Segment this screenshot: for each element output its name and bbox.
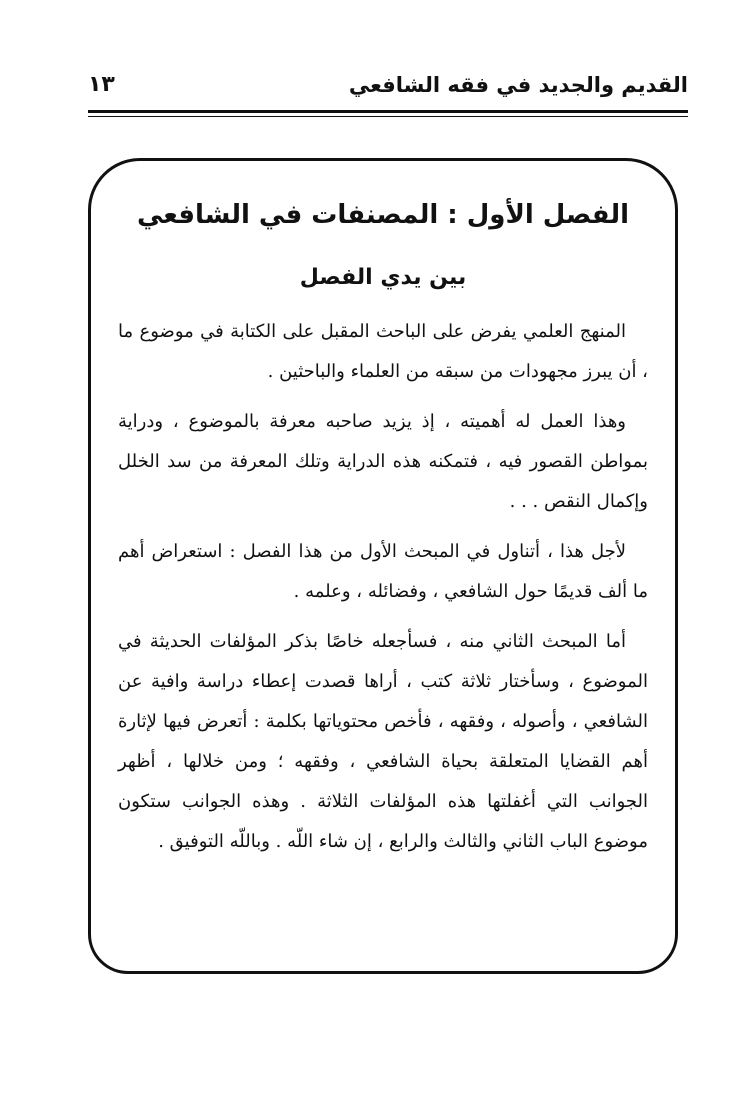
- paragraph-4: أما المبحث الثاني منه ، فسأجعله خاصًا بذكر المؤلفات الحديثة في الموضوع ، وسأختار ثلاثة كتب ، أراها قصدت إعطاء دراسة وافية عن الشافعي ، وأصوله ، وفقهه ، فأخص محتوياتها بكلمة : أتعرض فيها لإثارة أهم القضايا المتعلقة بحياة الشافعي ، وفقهه ؛ ومن خلالها ، أظهر الجوانب التي أغفلتها هذه المؤلفات الثلاثة . وهذه الجوانب ستكون موضوع الباب الثاني والثالث والرابع ، إن شاء اللّه . وباللّه التوفيق .: [118, 631, 648, 852]
- running-header: [88, 68, 688, 108]
- header-rule-thin: [88, 116, 688, 117]
- section-title: بين يدي الفصل: [299, 265, 467, 290]
- chapter-content: [118, 180, 648, 872]
- header-rule-thick: [88, 110, 688, 113]
- page-number: ١٣: [88, 72, 115, 97]
- running-title: القديم والجديد في فقه الشافعي: [348, 73, 688, 97]
- paragraph-2: وهذا العمل له أهميته ، إذ يزيد صاحبه معرفة بالموضوع ، ودراية بمواطن القصور فيه ، فتمكنه هذه الدراية وتلك المعرفة من سد الخلل وإكمال النقص . . .: [118, 411, 648, 512]
- paragraph-1: المنهج العلمي يفرض على الباحث المقبل على الكتابة في موضوع ما ، أن يبرز مجهودات من سبقه من العلماء والباحثين .: [118, 321, 648, 382]
- paragraph-3: لأجل هذا ، أتناول في المبحث الأول من هذا الفصل : استعراض أهم ما ألف قديمًا حول الشافعي ، وفضائله ، وعلمه .: [118, 541, 648, 602]
- chapter-title: الفصل الأول : المصنفات في الشافعي: [136, 200, 630, 230]
